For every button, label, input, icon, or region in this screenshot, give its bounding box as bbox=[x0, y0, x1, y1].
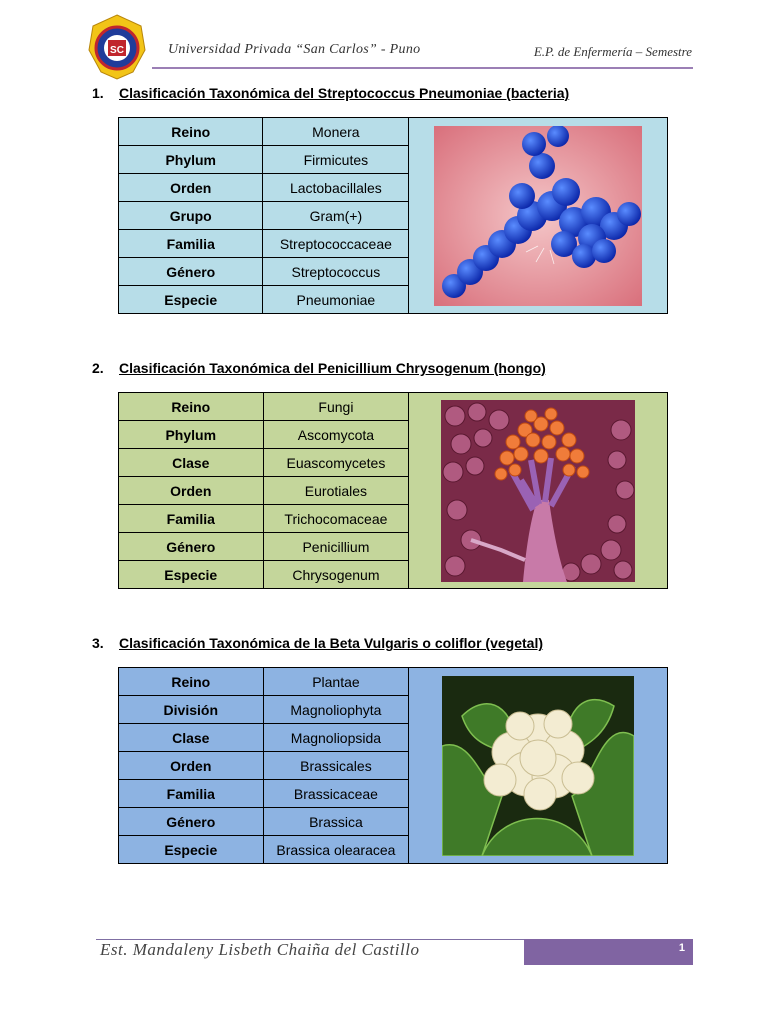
taxonomy-table-bacteria bbox=[118, 117, 668, 314]
taxon-value: Brassica bbox=[263, 808, 409, 836]
university-logo-icon bbox=[88, 14, 146, 80]
taxon-value: Pneumoniae bbox=[263, 286, 409, 314]
taxon-rank: Género bbox=[119, 808, 264, 836]
taxon-value: Trichocomaceae bbox=[263, 505, 409, 533]
page-header bbox=[0, 0, 768, 90]
taxon-rank: Especie bbox=[119, 561, 264, 589]
taxon-rank: Orden bbox=[119, 477, 264, 505]
school-name: E.P. de Enfermería – Semestre bbox=[533, 44, 692, 59]
taxon-rank: Grupo bbox=[119, 202, 263, 230]
taxon-rank: Phylum bbox=[119, 146, 263, 174]
taxon-rank: Reino bbox=[119, 118, 263, 146]
taxon-value: Lactobacillales bbox=[263, 174, 409, 202]
taxon-rank: Familia bbox=[119, 780, 264, 808]
taxon-value: Firmicutes bbox=[263, 146, 409, 174]
cauliflower-image bbox=[442, 676, 634, 856]
taxon-value: Brassicaceae bbox=[263, 780, 409, 808]
taxon-value: Magnoliophyta bbox=[263, 696, 409, 724]
taxon-rank: División bbox=[119, 696, 264, 724]
taxon-rank: Clase bbox=[119, 449, 264, 477]
taxon-rank: Phylum bbox=[119, 421, 264, 449]
taxon-rank: Familia bbox=[119, 230, 263, 258]
taxon-value: Plantae bbox=[263, 668, 409, 696]
author-name: Est. Mandaleny Lisbeth Chaiña del Castillo bbox=[100, 940, 420, 959]
svg-text:SC: SC bbox=[110, 45, 124, 56]
taxon-value: Streptococcus bbox=[263, 258, 409, 286]
section-3-title: 3. Clasificación Taxonómica de la Beta Vulgaris o coliflor (vegetal) bbox=[92, 635, 544, 651]
table-row bbox=[119, 393, 668, 421]
taxon-rank: Familia bbox=[119, 505, 264, 533]
image-cell bbox=[409, 118, 668, 314]
streptococcus-image bbox=[434, 126, 642, 306]
taxon-value: Euascomycetes bbox=[263, 449, 409, 477]
taxon-rank: Clase bbox=[119, 724, 264, 752]
taxon-value: Eurotiales bbox=[263, 477, 409, 505]
taxon-rank: Especie bbox=[119, 286, 263, 314]
taxon-value: Magnoliopsida bbox=[263, 724, 409, 752]
taxon-rank: Orden bbox=[119, 752, 264, 780]
taxon-value: Ascomycota bbox=[263, 421, 409, 449]
taxonomy-table-plant bbox=[118, 667, 668, 864]
taxon-value: Streptococcaceae bbox=[263, 230, 409, 258]
section-2-title: 2. Clasificación Taxonómica del Penicillium Chrysogenum (hongo) bbox=[92, 360, 546, 376]
taxonomy-table-fungus bbox=[118, 392, 668, 589]
university-name: Universidad Privada “San Carlos” - Puno bbox=[168, 42, 421, 57]
taxon-value: Brassicales bbox=[263, 752, 409, 780]
taxon-rank: Especie bbox=[119, 836, 264, 864]
taxon-value: Fungi bbox=[263, 393, 409, 421]
taxon-value: Gram(+) bbox=[263, 202, 409, 230]
image-cell bbox=[409, 668, 668, 864]
taxon-rank: Género bbox=[119, 533, 264, 561]
table-row bbox=[119, 668, 668, 696]
taxon-rank: Reino bbox=[119, 393, 264, 421]
taxon-value: Brassica olearacea bbox=[263, 836, 409, 864]
taxon-rank: Reino bbox=[119, 668, 264, 696]
page-number: 1 bbox=[678, 942, 685, 954]
page-number-box bbox=[524, 939, 693, 965]
taxon-rank: Género bbox=[119, 258, 263, 286]
taxon-value: Penicillium bbox=[263, 533, 409, 561]
header-divider bbox=[152, 67, 693, 69]
taxon-value: Chrysogenum bbox=[263, 561, 409, 589]
taxon-value: Monera bbox=[263, 118, 409, 146]
penicillium-image bbox=[441, 400, 635, 582]
image-cell bbox=[409, 393, 668, 589]
taxon-rank: Orden bbox=[119, 174, 263, 202]
table-row bbox=[119, 118, 668, 146]
section-1-title: 1. Clasificación Taxonómica del Streptococcus Pneumoniae (bacteria) bbox=[92, 85, 570, 101]
